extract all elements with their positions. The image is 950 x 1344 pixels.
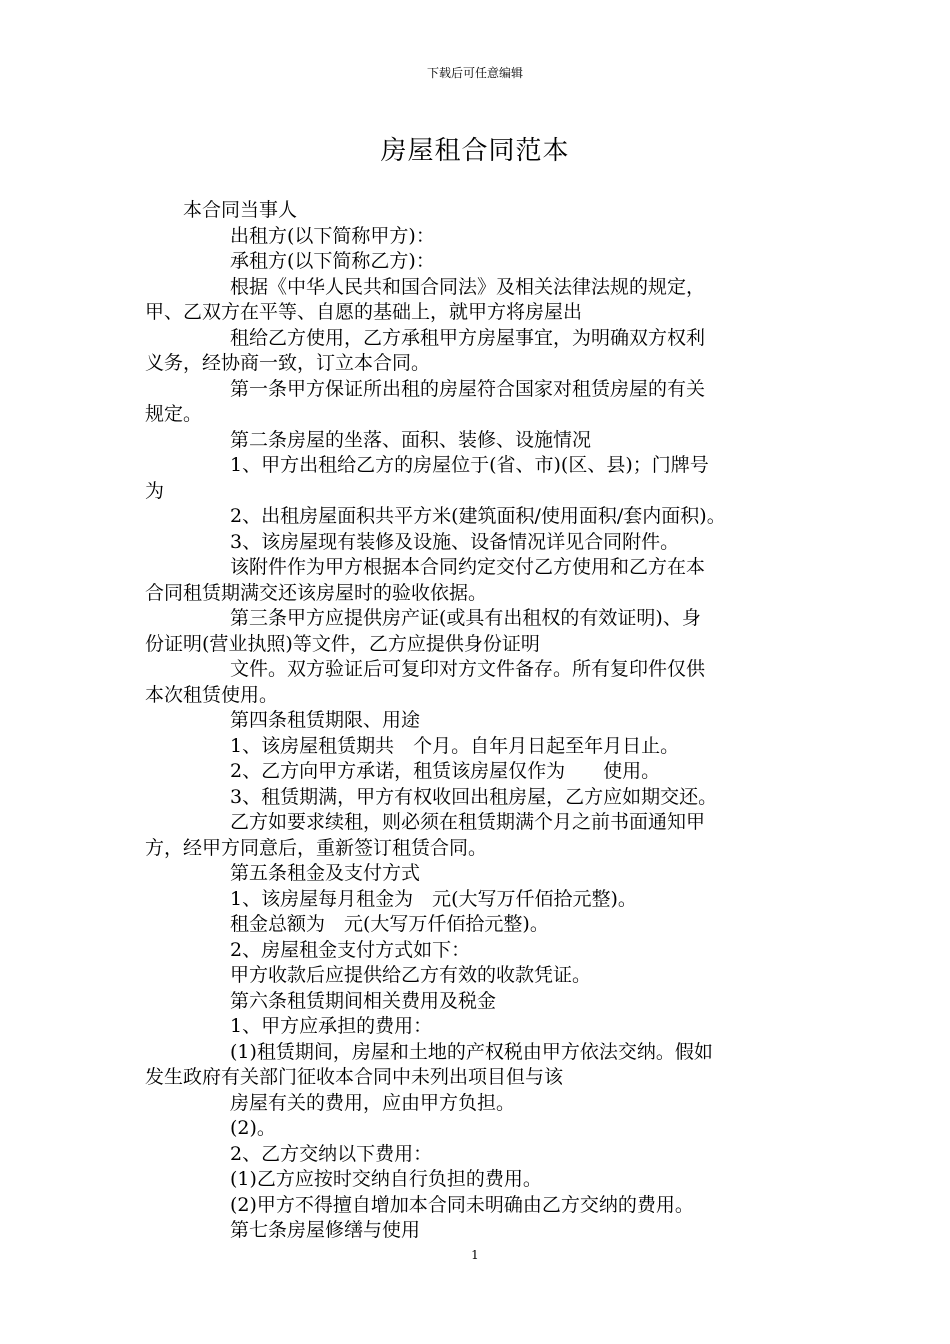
- text-line: 2、乙方向甲方承诺，租赁该房屋仅作为 使用。: [230, 760, 661, 782]
- text-line: 第二条房屋的坐落、面积、装修、设施情况: [230, 428, 592, 451]
- text-line: 1、该房屋租赁期共 个月。自年月日起至年月日止。: [230, 734, 680, 757]
- text-line: 3、该房屋现有装修及设施、设备情况详见合同附件。: [230, 530, 680, 553]
- text-line: (2)。: [230, 1117, 276, 1139]
- text-line: 出租方(以下简称甲方)：: [230, 224, 435, 247]
- text-line: (1)租赁期间，房屋和土地的产权税由甲方依法交纳。假如: [230, 1040, 713, 1063]
- text-line: 房屋有关的费用，应由甲方负担。: [230, 1091, 516, 1114]
- text-line: 第六条租赁期间相关费用及税金: [230, 989, 497, 1012]
- text-line: 份证明(营业执照)等文件，乙方应提供身份证明: [145, 632, 540, 655]
- text-line: 甲方收款后应提供给乙方有效的收款凭证。: [230, 964, 592, 986]
- text-line: 为: [145, 479, 165, 502]
- text-line: 3、租赁期满，甲方有权收回出租房屋，乙方应如期交还。: [230, 785, 718, 808]
- text-line: 文件。双方验证后可复印对方文件备存。所有复印件仅供: [230, 658, 706, 680]
- text-line: 第四条租赁期限、用途: [230, 709, 421, 731]
- text-line: 租金总额为 元(大写万仟佰拾元整)。: [230, 913, 549, 935]
- text-line: 规定。: [145, 403, 203, 425]
- text-line: 第一条甲方保证所出租的房屋符合国家对租赁房屋的有关: [230, 377, 706, 400]
- text-line: 方，经甲方同意后，重新签订租赁合同。: [145, 836, 488, 859]
- text-line: 第三条甲方应提供房产证(或具有出租权的有效证明)、身: [230, 607, 701, 629]
- text-line: 租给乙方使用，乙方承租甲方房屋事宜，为明确双方权利: [230, 326, 706, 349]
- text-line: 发生政府有关部门征收本合同中未列出项目但与该: [145, 1066, 564, 1088]
- contract-body: [145, 198, 825, 1244]
- text-line: 甲、乙双方在平等、自愿的基础上，就甲方将房屋出: [145, 301, 583, 323]
- page-header-note: 下载后可任意编辑: [426, 66, 523, 80]
- text-line: 1、该房屋每月租金为 元(大写万仟佰拾元整)。: [230, 887, 637, 910]
- text-line: 第七条房屋修缮与使用: [230, 1219, 421, 1241]
- text-line: 1、甲方出租给乙方的房屋位于(省、市)(区、县)；门牌号: [230, 454, 709, 476]
- text-line: (2)甲方不得擅自增加本合同未明确由乙方交纳的费用。: [230, 1193, 694, 1216]
- text-line: 2、出租房屋面积共平方米(建筑面积/使用面积/套内面积)。: [230, 505, 726, 527]
- text-line: 承租方(以下简称乙方)：: [230, 250, 435, 272]
- text-line: 第五条租金及支付方式: [230, 862, 421, 884]
- text-line: 义务，经协商一致，订立本合同。: [145, 352, 431, 374]
- page-number: 1: [471, 1248, 479, 1262]
- text-line: 合同租赁期满交还该房屋时的验收依据。: [145, 581, 488, 604]
- text-line: (1)乙方应按时交纳自行负担的费用。: [230, 1168, 542, 1190]
- text-line: 2、房屋租金支付方式如下：: [230, 938, 471, 961]
- document-title: 房屋租合同范本: [380, 136, 570, 166]
- text-line: 该附件作为甲方根据本合同约定交付乙方使用和乙方在本: [230, 556, 706, 578]
- text-line: 2、乙方交纳以下费用：: [230, 1142, 433, 1165]
- text-line: 乙方如要求续租，则必须在租赁期满个月之前书面通知甲: [230, 811, 706, 833]
- text-line: 根据《中华人民共和国合同法》及相关法律法规的规定，: [230, 275, 706, 298]
- text-line: 本合同当事人: [183, 199, 298, 221]
- text-line: 1、甲方应承担的费用：: [230, 1015, 433, 1037]
- text-line: 本次租赁使用。: [145, 683, 279, 706]
